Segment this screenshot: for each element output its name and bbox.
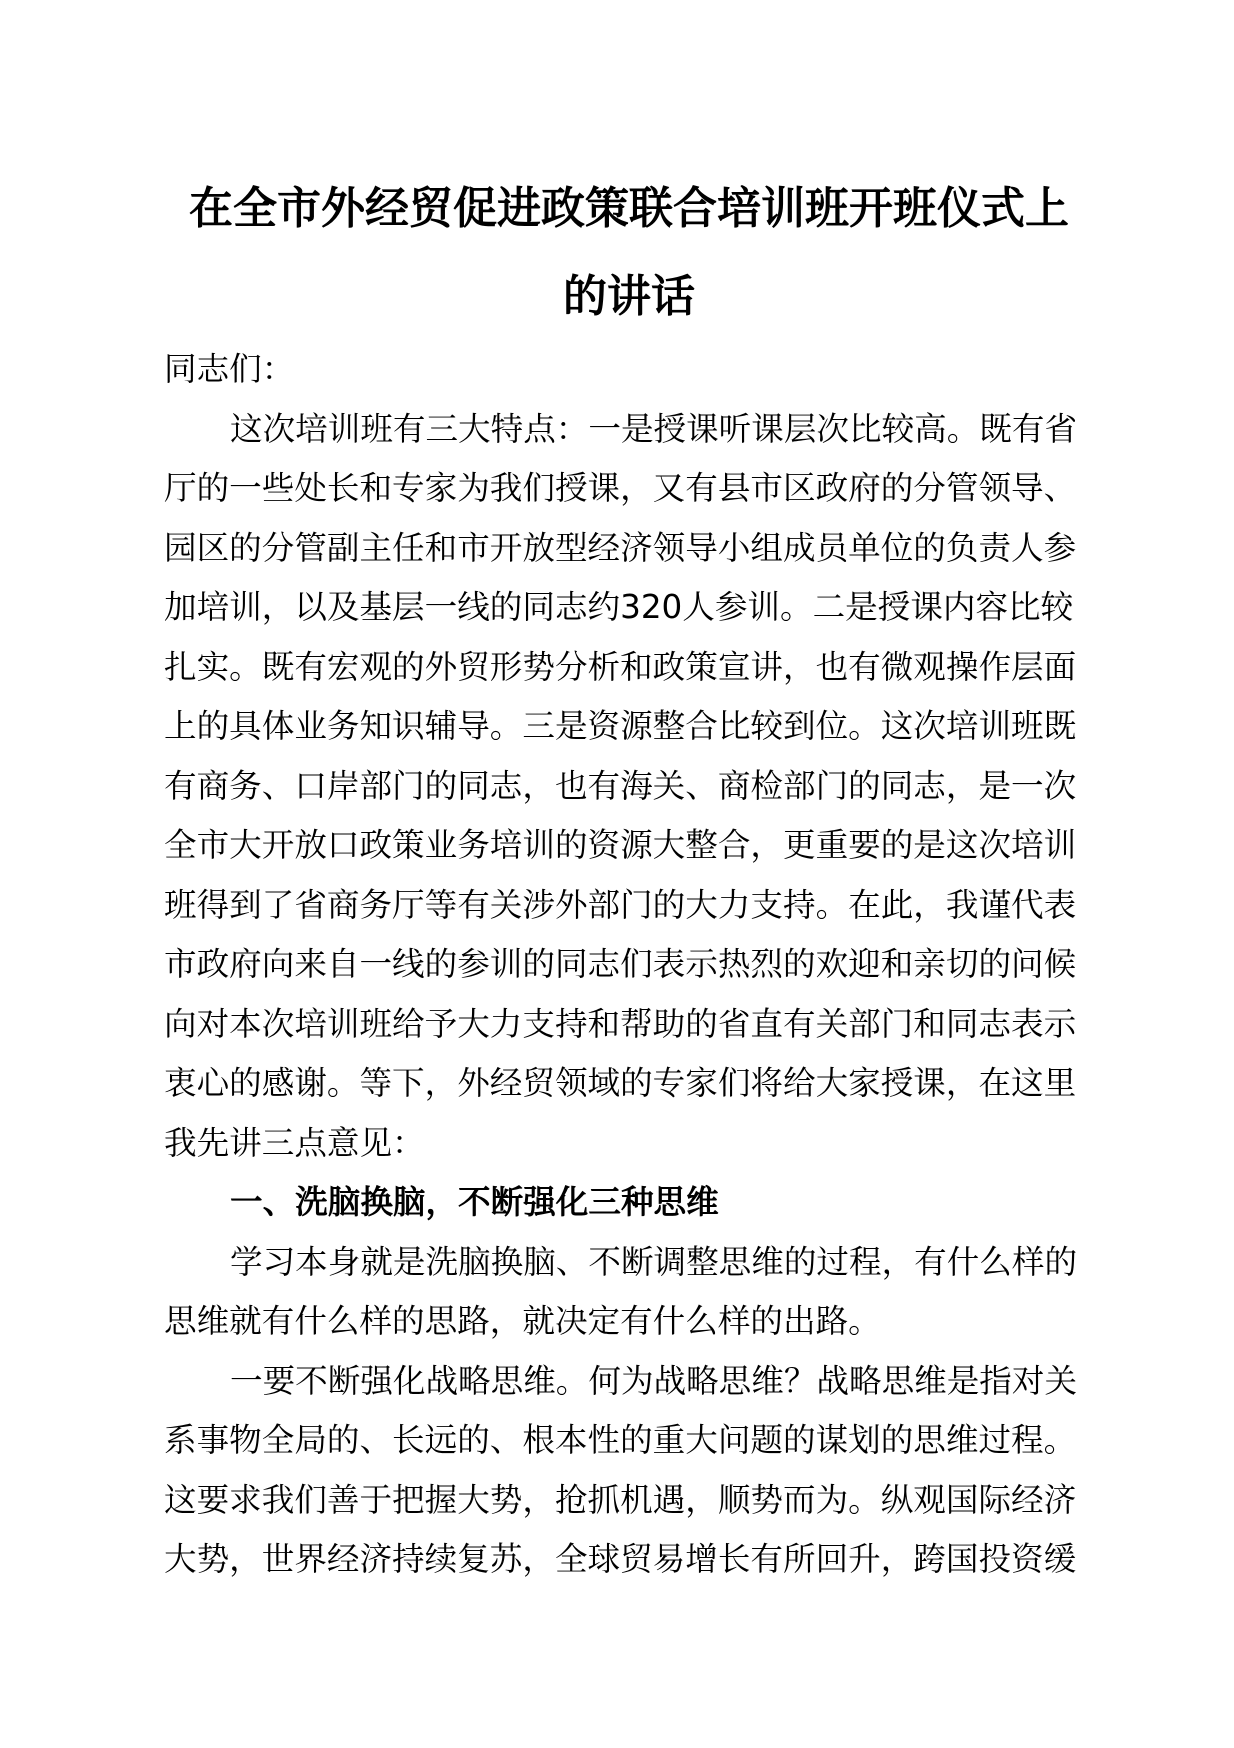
paragraph-line: 这要求我们善于把握大势，抢抓机遇，顺势而为。纵观国际经济 xyxy=(164,1480,1077,1519)
document-title-line-2: 的讲话 xyxy=(563,271,695,322)
paragraph-line: 衷心的感谢。等下，外经贸领域的专家们将给大家授课，在这里 xyxy=(164,1064,1077,1102)
paragraph-line: 班得到了省商务厅等有关涉外部门的大力支持。在此，我谨代表 xyxy=(164,885,1077,924)
paragraph-line: 有商务、口岸部门的同志，也有海关、商检部门的同志，是一次 xyxy=(164,766,1077,805)
paragraph-line: 加培训，以及基层一线的同志约320人参训。二是授课内容比较 xyxy=(164,588,1074,626)
paragraph-line: 扎实。既有宏观的外贸形势分析和政策宣讲，也有微观操作层面 xyxy=(164,647,1077,686)
paragraph-line: 厅的一些处长和专家为我们授课，又有县市区政府的分管领导、 xyxy=(164,469,1077,507)
paragraph-line: 园区的分管副主任和市开放型经济领导小组成员单位的负责人参 xyxy=(164,528,1077,567)
paragraph-line: 学习本身就是洗脑换脑、不断调整思维的过程，有什么样的 xyxy=(230,1242,1078,1281)
paragraph-line: 上的具体业务知识辅导。三是资源整合比较到位。这次培训班既 xyxy=(164,707,1077,745)
paragraph-line: 我先讲三点意见： xyxy=(164,1123,425,1162)
paragraph-line: 大势，世界经济持续复苏，全球贸易增长有所回升，跨国投资缓 xyxy=(164,1540,1077,1578)
paragraph-line: 系事物全局的、长远的、根本性的重大问题的谋划的思维过程。 xyxy=(164,1421,1077,1459)
paragraph-line: 市政府向来自一线的参训的同志们表示热烈的欢迎和亲切的问候 xyxy=(164,945,1077,983)
paragraph-line: 全市大开放口政策业务培训的资源大整合，更重要的是这次培训 xyxy=(164,826,1077,864)
paragraph-line: 向对本次培训班给予大力支持和帮助的省直有关部门和同志表示 xyxy=(164,1004,1077,1043)
paragraph-line: 这次培训班有三大特点：一是授课听课层次比较高。既有省 xyxy=(230,409,1078,448)
paragraph-line: 同志们： xyxy=(164,350,295,388)
paragraph-line: 一要不断强化战略思维。何为战略思维？战略思维是指对关 xyxy=(230,1361,1078,1400)
document-title-line-1: 在全市外经贸促进政策联合培训班开班仪式上 xyxy=(189,183,1069,234)
section-heading: 一、洗脑换脑，不断强化三种思维 xyxy=(230,1183,719,1221)
document-body xyxy=(164,340,1094,1590)
paragraph-line: 思维就有什么样的思路，就决定有什么样的出路。 xyxy=(164,1302,881,1340)
